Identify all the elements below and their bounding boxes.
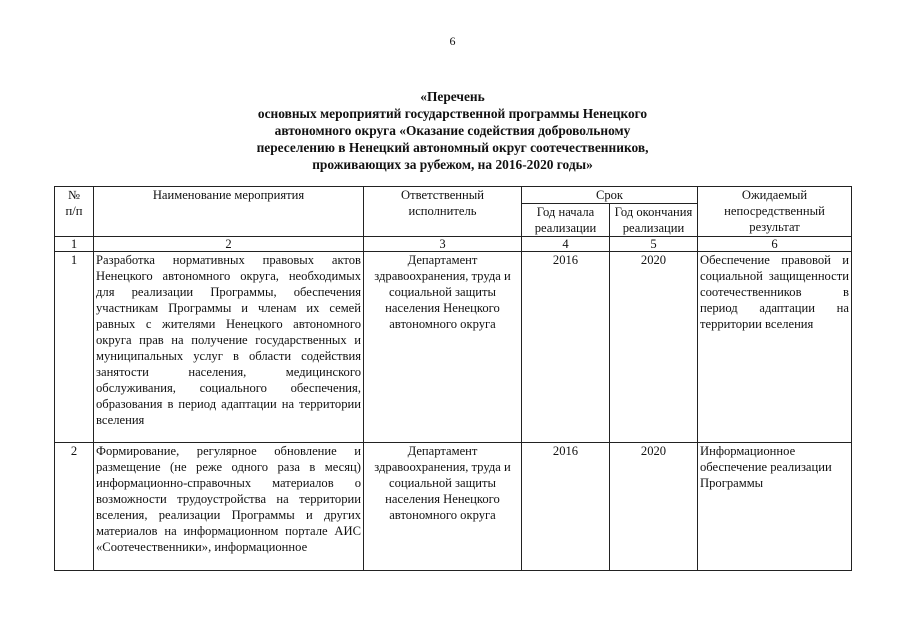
title-line: основных мероприятий государственной программы Ненецкого (257, 106, 648, 121)
row-executor: Департамент здравоохранения, труда и социальной защиты населения Ненецкого автономного округа (364, 443, 522, 571)
header-term: Срок (522, 187, 698, 204)
header-executor: Ответственный исполнитель (364, 187, 522, 237)
title-line: переселению в Ненецкий автономный округ соотечественников, (256, 140, 649, 155)
column-number: 4 (522, 237, 610, 252)
title-line: автономного округа «Оказание содействия добровольному (274, 123, 631, 138)
header-start: Год начала реализации (522, 204, 610, 237)
header-end: Год окончания реализации (610, 204, 698, 237)
title-line: проживающих за рубежом, на 2016-2020 годы» (312, 157, 593, 172)
row-end-year: 2020 (610, 443, 698, 571)
column-number: 6 (698, 237, 852, 252)
activities-table (54, 186, 852, 571)
row-start-year: 2016 (522, 252, 610, 443)
header-num: № п/п (55, 187, 94, 237)
header-result: Ожидаемый непосредственный результат (698, 187, 852, 237)
row-activity-name: Формирование, регулярное обновление и размещение (не реже одного раза в месяц) информационно-справочных материалов о возможности трудоустройства на территории вселения, реализации Программы и других материалов на информационном портале АИС «Соотечественники», информационное (94, 443, 364, 571)
column-number: 1 (55, 237, 94, 252)
row-result: Обеспечение правовой и социальной защищенности соотечественников в период адаптации на территории вселения (698, 252, 852, 443)
header-row (55, 187, 852, 204)
row-activity-name: Разработка нормативных правовых актов Ненецкого автономного округа, необходимых для реализации Программы, обеспечения участникам Программы и членам их семей равных с жителями Ненецкого автономного округа прав на получение государственных и муниципальных услуг в области содействия занятости населения, медицинского обслуживания, социального обеспечения, образования в период адаптации на территории вселения (94, 252, 364, 443)
row-end-year: 2020 (610, 252, 698, 443)
column-number: 2 (94, 237, 364, 252)
row-result: Информационное обеспечение реализации Программы (698, 443, 852, 571)
header-name: Наименование мероприятия (94, 187, 364, 237)
column-number: 3 (364, 237, 522, 252)
column-number: 5 (610, 237, 698, 252)
row-executor: Департамент здравоохранения, труда и социальной защиты населения Ненецкого автономного округа (364, 252, 522, 443)
document-title (0, 88, 905, 173)
title-line: «Перечень (420, 89, 485, 104)
activities-table-wrapper (54, 186, 852, 571)
row-start-year: 2016 (522, 443, 610, 571)
row-num: 2 (55, 443, 94, 571)
row-num: 1 (55, 252, 94, 443)
column-number-row (55, 237, 852, 252)
page-number: 6 (449, 34, 456, 48)
table-row (55, 443, 852, 571)
table-row (55, 252, 852, 443)
